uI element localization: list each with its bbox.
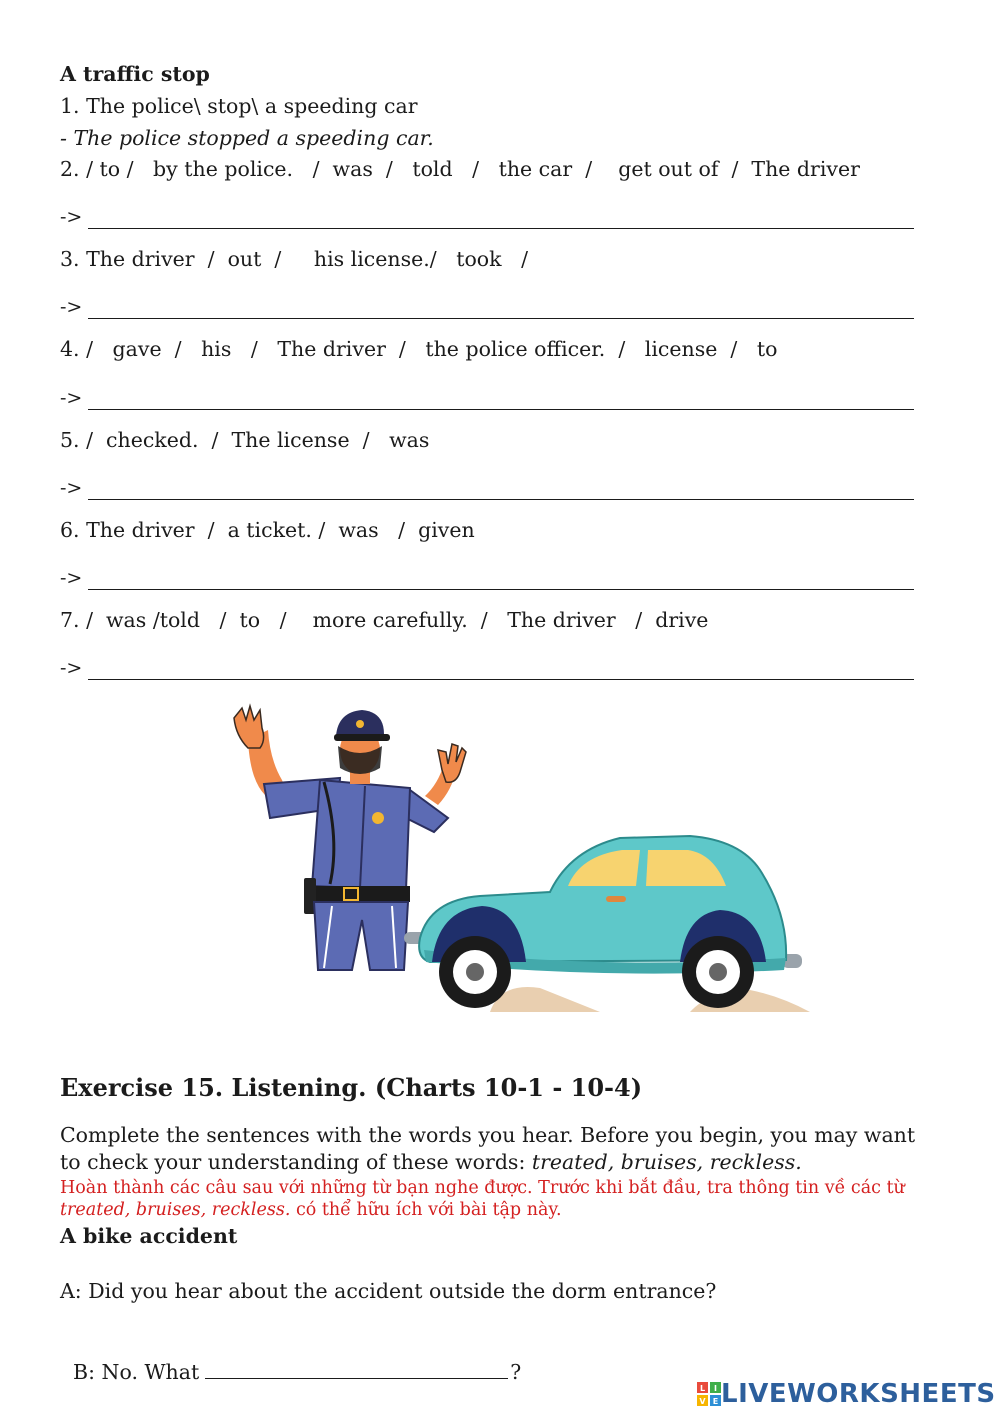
dialogue-blank-input[interactable] [205,1358,508,1379]
answer-field-3[interactable] [60,293,914,319]
question-4: 4. / gave / his / The driver / the police officer. / license / to [60,337,778,361]
answer-arrow: -> [60,657,83,679]
vietnamese-end: có thể hữu ích với bài tập này. [290,1200,562,1220]
answer-field-4[interactable] [60,384,914,410]
brand-text: LIVEWORKSHEETS [721,1379,996,1409]
example-prompt: 1. The police\ stop\ a speeding car [60,94,418,118]
instructions-text: Complete the sentences with the words you hear. Before you begin, you may want to check your understanding of these words: [60,1123,916,1174]
logo-icon [697,1382,721,1406]
dialogue-a: A: Did you hear about the accident outside the dorm entrance? [60,1279,717,1303]
logo-letter-e: E [712,1397,719,1406]
question-5: 5. / checked. / The license / was [60,428,430,452]
answer-arrow: -> [60,387,83,409]
answer-field-7[interactable] [60,654,914,680]
car-illustration [404,836,810,1012]
vietnamese-text: Hoàn thành các câu sau với những từ bạn nghe được. Trước khi bắt đầu, tra thông tin về các từ [60,1178,905,1198]
answer-field-2[interactable] [60,203,914,229]
question-6: 6. The driver / a ticket. / was / given [60,518,475,542]
exercise-heading: Exercise 15. Listening. (Charts 10-1 - 10-4) [60,1073,643,1102]
traffic-stop-illustration [220,700,820,1020]
dialogue-b [60,1334,521,1384]
section-title: A traffic stop [60,62,210,86]
logo-letter-i: I [714,1384,717,1393]
answer-arrow: -> [60,206,83,228]
vietnamese-instructions [60,1177,960,1221]
example-answer: - The police stopped a speeding car. [60,126,434,150]
dialogue-b-end: ? [510,1360,522,1384]
instructions-words: treated, bruises, reckless. [531,1150,802,1174]
dialogue-b-start: B: No. What [73,1360,200,1384]
answer-arrow: -> [60,567,83,589]
answer-field-6[interactable] [60,564,914,590]
answer-arrow: -> [60,296,83,318]
answer-field-5[interactable] [60,474,914,500]
instructions [60,1122,940,1176]
vietnamese-words: treated, bruises, reckless. [60,1200,291,1220]
logo-letter-l: L [699,1384,706,1393]
question-7: 7. / was /told / to / more carefully. / The driver / drive [60,608,709,632]
logo-letter-v: V [699,1397,706,1406]
question-3: 3. The driver / out / his license./ took / [60,247,529,271]
subtitle: A bike accident [60,1224,238,1248]
answer-arrow: -> [60,477,83,499]
question-2: 2. / to / by the police. / was / told / the car / get out of / The driver [60,157,860,181]
liveworksheets-logo[interactable] [697,1376,996,1412]
